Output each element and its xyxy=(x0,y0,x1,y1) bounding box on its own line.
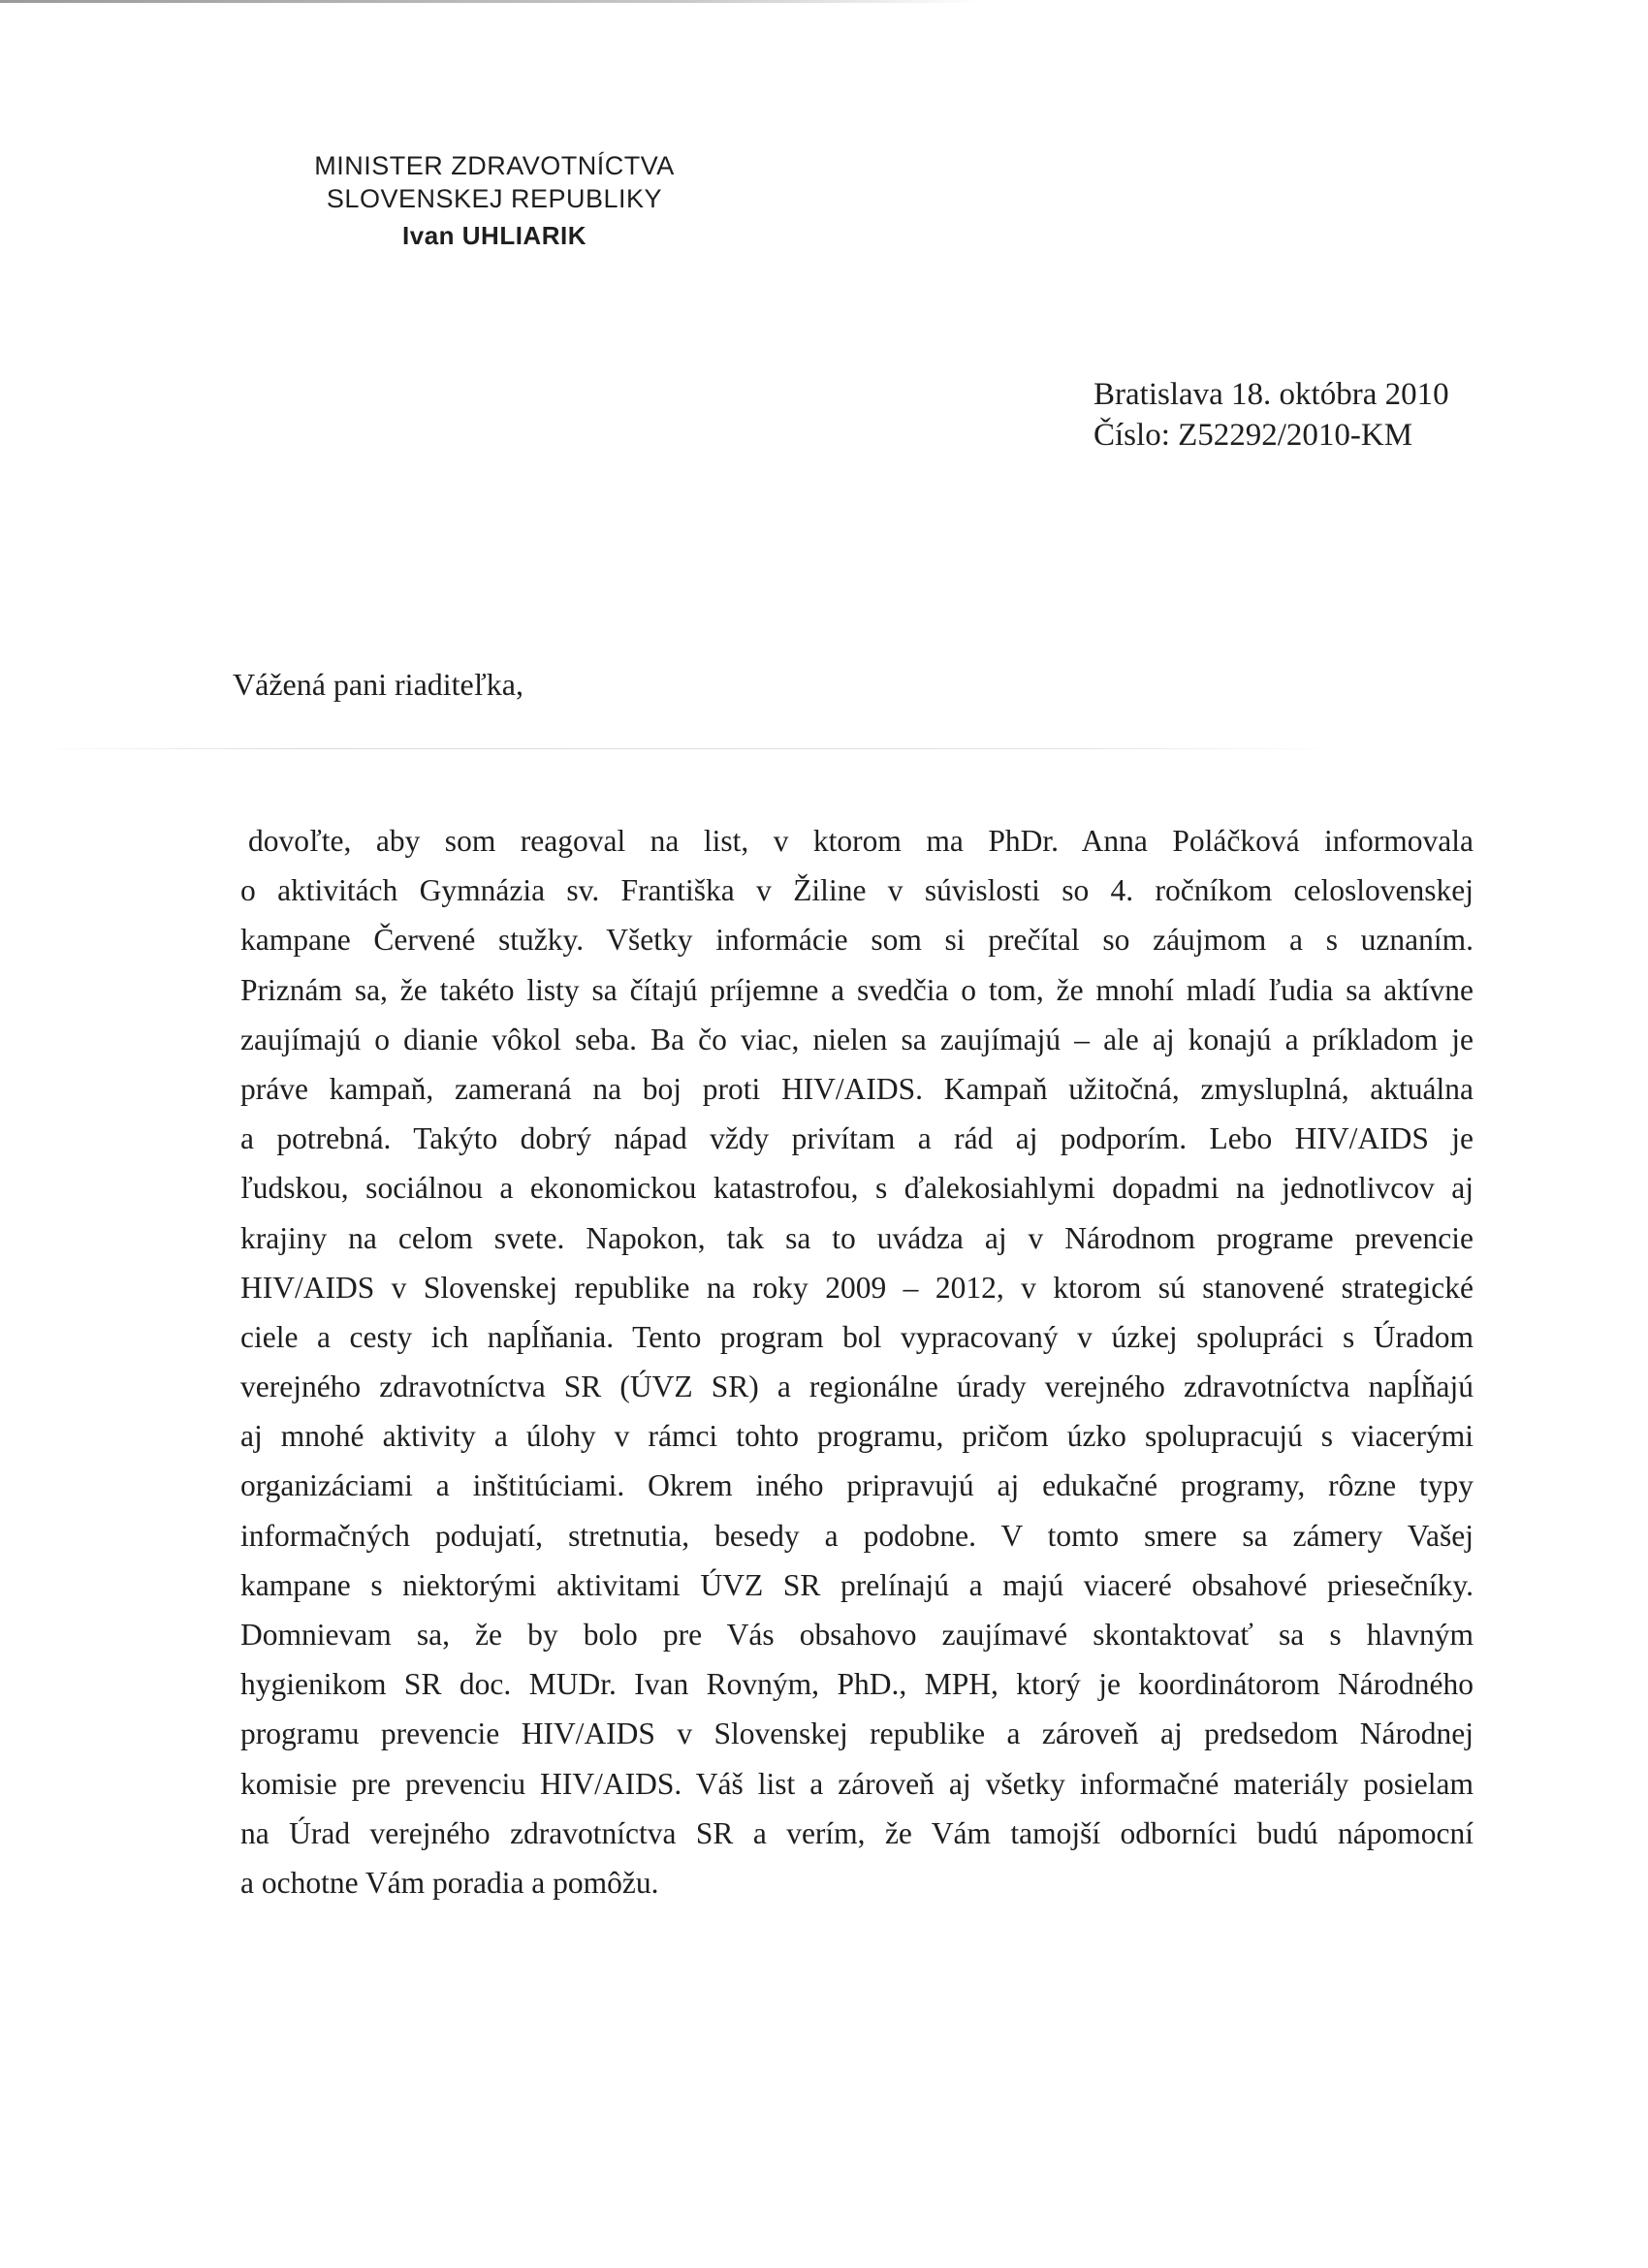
body-line: organizáciami a inštitúciami. Okrem iného pripravujú aj edukačné programy, rôzne typy xyxy=(240,1468,1474,1503)
body-line: programu prevencie HIV/AIDS v Slovenskej republike a zároveň aj predsedom Národnej xyxy=(240,1717,1474,1751)
body-line: dovoľte, aby som reagoval na list, v ktorom ma PhDr. Anna Poláčková informovala xyxy=(248,824,1474,858)
date-reference-block xyxy=(1093,374,1449,456)
body-line: práve kampaň, zameraná na boj proti HIV/AIDS. Kampaň užitočná, zmysluplná, aktuálna xyxy=(240,1071,1474,1106)
body-line: kampane s niektorými aktivitami ÚVZ SR prelínajú a majú viaceré obsahové priesečníky. xyxy=(240,1567,1474,1602)
body-line: o aktivitách Gymnázia sv. Františka v Žiline v súvislosti so 4. ročníkom celoslovenskej xyxy=(240,873,1474,908)
scan-fold-line xyxy=(39,748,1338,749)
letter-body xyxy=(240,816,1474,1907)
salutation: Vážená pani riaditeľka, xyxy=(233,667,523,702)
body-line: kampane Červené stužky. Všetky informácie som si prečítal so záujmom a s uznaním. xyxy=(240,923,1474,958)
letterhead xyxy=(223,149,766,252)
body-line: hygienikom SR doc. MUDr. Ivan Rovným, PhD., MPH, ktorý je koordinátorom Národného xyxy=(240,1667,1474,1702)
letterhead-signatory-name: Ivan UHLIARIK xyxy=(402,221,586,250)
reference-number: Číslo: Z52292/2010-KM xyxy=(1093,418,1413,453)
body-line: a potrebná. Takýto dobrý nápad vždy privítam a rád aj podporím. Lebo HIV/AIDS je xyxy=(240,1121,1474,1156)
letterhead-title-line1: MINISTER ZDRAVOTNÍCTVA xyxy=(314,151,675,180)
body-line: na Úrad verejného zdravotníctva SR a verím, že Vám tamojší odborníci budú nápomocní xyxy=(240,1815,1474,1850)
letterhead-title-line2: SLOVENSKEJ REPUBLIKY xyxy=(326,184,663,213)
body-line: HIV/AIDS v Slovenskej republike na roky 2009 – 2012, v ktorom sú stanovené strategické xyxy=(240,1270,1474,1305)
body-line: ciele a cesty ich napĺňania. Tento program bol vypracovaný v úzkej spolupráci s Úradom xyxy=(240,1319,1474,1354)
body-line: ľudskou, sociálnou a ekonomickou katastrofou, s ďalekosiahlymi dopadmi na jednotlivcov aj xyxy=(240,1171,1474,1206)
body-line: aj mnohé aktivity a úlohy v rámci tohto programu, pričom úzko spolupracujú s viacerými xyxy=(240,1419,1474,1454)
body-line: Priznám sa, že takéto listy sa čítajú príjemne a svedčia o tom, že mnohí mladí ľudia sa aktívne xyxy=(240,972,1474,1007)
body-line: komisie pre prevenciu HIV/AIDS. Váš list a zároveň aj všetky informačné materiály posielam xyxy=(240,1766,1474,1801)
body-line: zaujímajú o dianie vôkol seba. Ba čo viac, nielen sa zaujímajú – ale aj konajú a príkladom je xyxy=(240,1022,1474,1056)
body-line: informačných podujatí, stretnutia, besedy a podobne. V tomto smere sa zámery Vašej xyxy=(240,1518,1474,1553)
place-and-date: Bratislava 18. októbra 2010 xyxy=(1093,377,1449,412)
body-line: verejného zdravotníctva SR (ÚVZ SR) a regionálne úrady verejného zdravotníctva napĺňajú xyxy=(240,1370,1474,1404)
body-line: krajiny na celom svete. Napokon, tak sa to uvádza aj v Národnom programe prevencie xyxy=(240,1220,1474,1255)
body-line: Domnievam sa, že by bolo pre Vás obsahovo zaujímavé skontaktovať sa s hlavným xyxy=(240,1618,1474,1652)
scan-edge-line xyxy=(0,0,979,3)
body-line: a ochotne Vám poradia a pomôžu. xyxy=(240,1865,659,1900)
